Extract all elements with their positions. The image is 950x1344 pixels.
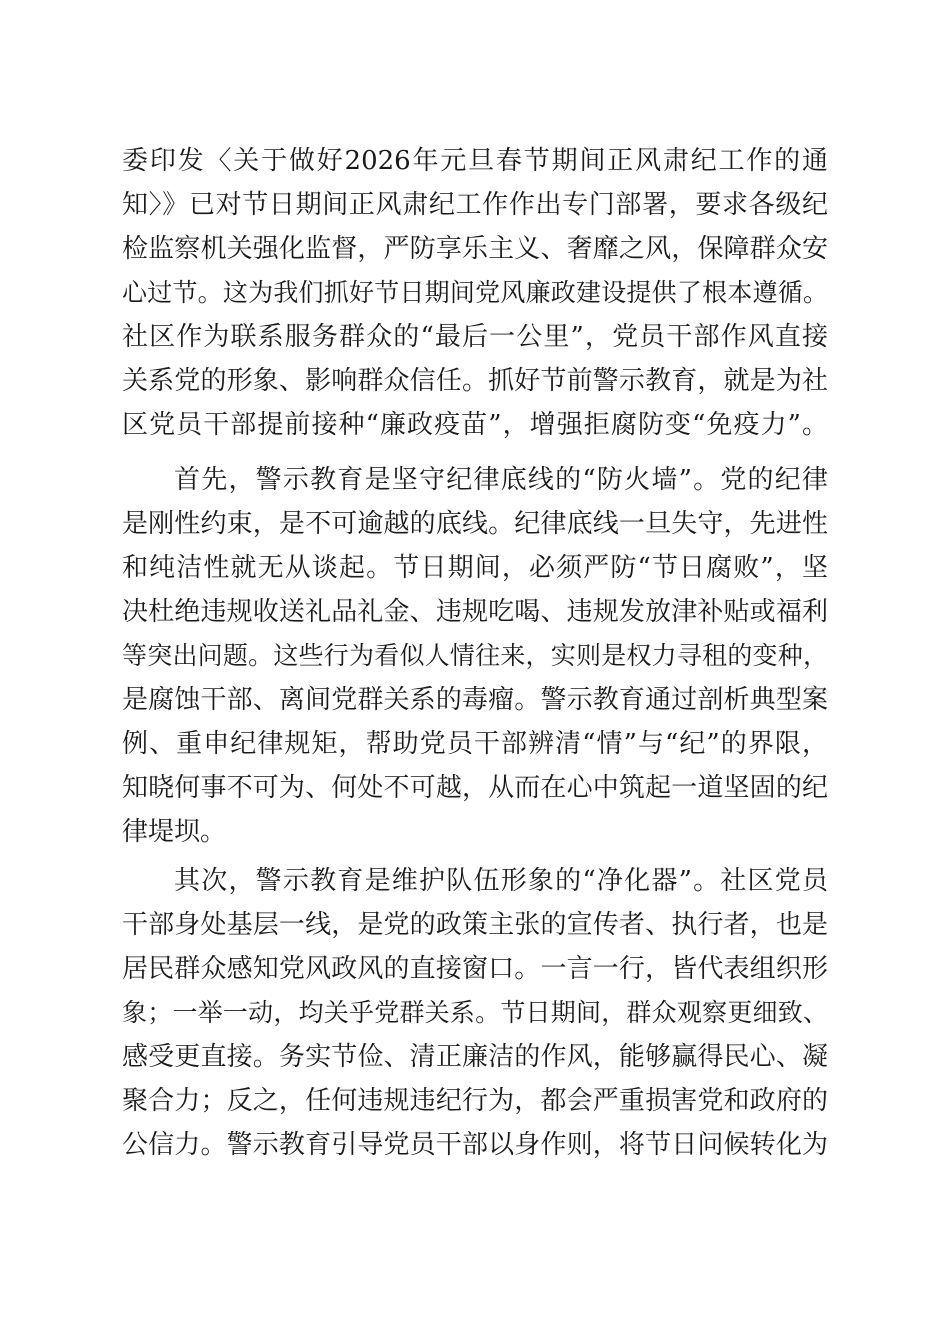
text-line: 象；一举一动，均关乎党群关系。节日期间，群众观察更细致、 [122,998,828,1027]
text-line: 其次，警示教育是维护队伍形象的“净化器”。社区党员 [174,866,828,896]
text-line: 公信力。警示教育引导党员干部以身作则，将节日问候转化为 [122,1130,828,1160]
paragraph-2 [122,458,828,854]
text-line: 是腐蚀干部、离间党群关系的毒瘤。警示教育通过剖析典型案 [122,685,828,715]
paragraph-3 [122,859,828,1167]
text-line: 律堤坝。 [122,817,227,847]
text-line: 干部身处基层一线，是党的政策主张的宣传者、执行者，也是 [122,910,828,940]
paragraph-1 [122,139,828,447]
text-line: 检监察机关强化监督，严防享乐主义、奢靡之风，保障群众安 [122,234,828,264]
text-line: 区党员干部提前接种“廉政疫苗”，增强拒腐防变“免疫力”。 [122,410,828,440]
text-line: 是刚性约束，是不可逾越的底线。纪律底线一旦失守，先进性 [122,509,828,539]
text-line: 社区作为联系服务群众的“最后一公里”，党员干部作风直接 [122,322,828,352]
text-line: 知晓何事不可为、何处不可越，从而在心中筑起一道坚固的纪 [122,773,828,803]
text-line: 决杜绝违规收送礼品礼金、违规吃喝、违规发放津补贴或福利 [122,597,828,627]
text-line: 心过节。这为我们抓好节日期间党风廉政建设提供了根本遵循。 [122,278,828,307]
text-line: 聚合力；反之，任何违规违纪行为，都会严重损害党和政府的 [122,1086,828,1116]
text-line: 例、重申纪律规矩，帮助党员干部辨清“情”与“纪”的界限， [122,729,828,759]
text-line: 知〉》已对节日期间正风肃纪工作作出专门部署，要求各级纪 [122,190,828,220]
text-line: 和纯洁性就无从谈起。节日期间，必须严防“节日腐败”，坚 [122,553,828,583]
text-line: 首先，警示教育是坚守纪律底线的“防火墙”。党的纪律 [174,465,828,495]
text-line: 委印发〈关于做好2026年元旦春节期间正风肃纪工作的通 [122,146,828,176]
text-line: 感受更直接。务实节俭、清正廉洁的作风，能够赢得民心、凝 [122,1042,828,1072]
text-line: 等突出问题。这些行为看似人情往来，实则是权力寻租的变种， [122,641,828,670]
text-line: 关系党的形象、影响群众信任。抓好节前警示教育，就是为社 [122,366,828,396]
text-line: 居民群众感知党风政风的直接窗口。一言一行，皆代表组织形 [122,954,828,984]
